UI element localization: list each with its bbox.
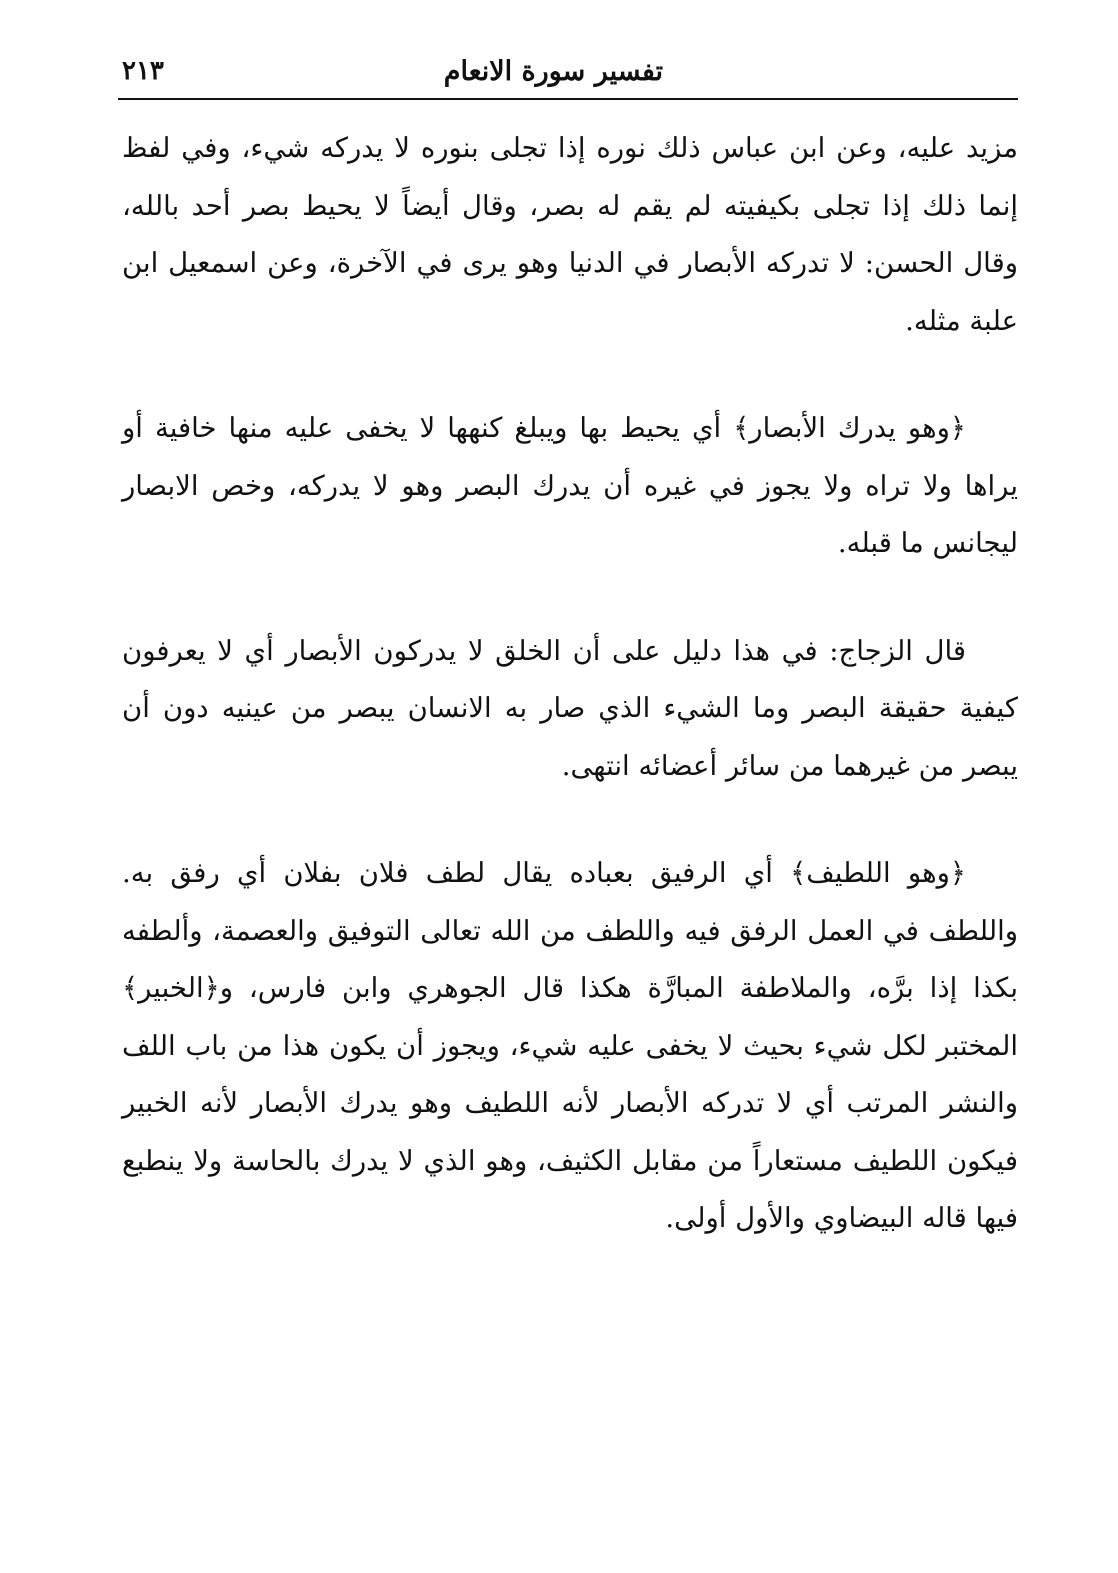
paragraph-gap bbox=[122, 350, 1018, 400]
paragraph-gap bbox=[122, 795, 1018, 845]
paragraph-2: ﴿وهو يدرك الأبصار﴾ أي يحيط بها ويبلغ كنهها لا يخفى عليه منها خافية أو يراها ولا تراه ولا يجوز في غيره أن يدرك البصر وهو لا يدركه، وخص الابصار ليجانس ما قبله. bbox=[122, 412, 1018, 559]
paragraph-3: قال الزجاج: في هذا دليل على أن الخلق لا يدركون الأبصار أي لا يعرفون كيفية حقيقة البصر وما الشيء الذي صار به الانسان يبصر من عينيه دون أن يبصر من غيرهما من سائر أعضائه انتهى. bbox=[122, 634, 1018, 782]
header-rule bbox=[118, 98, 1018, 100]
page-body bbox=[122, 120, 1018, 1248]
page-number: ٢١٣ bbox=[122, 56, 164, 86]
paragraph-4: ﴿وهو اللطيف﴾ أي الرفيق بعباده يقال لطف فلان بفلان أي رفق به. واللطف في العمل الرفق فيه واللطف من الله تعالى التوفيق والعصمة، وألطفه بكذا إذا برَّه، والملاطفة المبارَّة هكذا قال الجوهري وابن فارس، و﴿الخبير﴾ المختبر لكل شيء بحيث لا يخفى عليه شيء، ويجوز أن يكون هذا من باب اللف والنشر المرتب أي لا تدركه الأبصار لأنه اللطيف وهو يدرك الأبصار لأنه الخبير فيكون اللطيف مستعاراً من مقابل الكثيف، وهو الذي لا يدرك بالحاسة ولا ينطبع فيها قاله البيضاوي والأول أولى. bbox=[122, 857, 1018, 1234]
paragraph-gap bbox=[122, 573, 1018, 623]
page-header bbox=[118, 52, 1018, 102]
running-title: تفسير سورة الانعام bbox=[443, 56, 663, 87]
paragraph-1: مزيد عليه، وعن ابن عباس ذلك نوره إذا تجلى بنوره لا يدركه شيء، وفي لفظ إنما ذلك إذا تجلى بكيفيته لم يقم له بصر، وقال أيضاً لا يحيط بصر أحد بالله، وقال الحسن: لا تدركه الأبصار في الدنيا وهو يرى في الآخرة، وعن اسمعيل ابن علبة مثله. bbox=[122, 132, 1018, 337]
